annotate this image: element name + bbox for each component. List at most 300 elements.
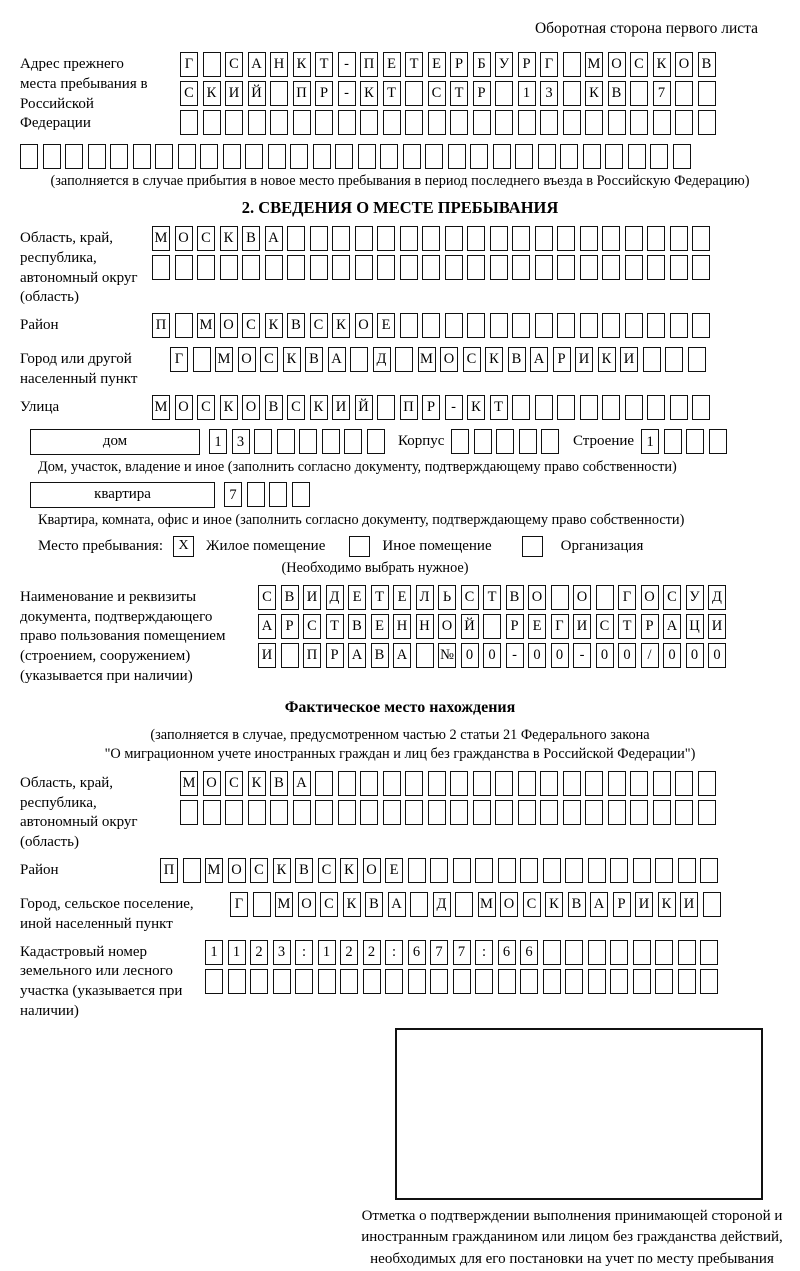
char-cell[interactable]: Й [248, 81, 266, 106]
char-cell[interactable]: К [467, 395, 485, 420]
char-cell[interactable] [692, 255, 710, 280]
char-cell[interactable]: Р [518, 52, 536, 77]
char-cell[interactable]: 3 [273, 940, 291, 965]
char-cell[interactable]: Т [326, 614, 344, 639]
char-cell[interactable] [700, 969, 718, 994]
char-cell[interactable] [248, 800, 266, 825]
char-cell[interactable] [495, 81, 513, 106]
char-cell[interactable]: Е [348, 585, 366, 610]
char-cell[interactable]: А [248, 52, 266, 77]
char-cell[interactable] [175, 313, 193, 338]
char-cell[interactable]: К [585, 81, 603, 106]
char-cell[interactable]: - [573, 643, 591, 668]
char-cell[interactable] [700, 940, 718, 965]
char-cell[interactable]: О [175, 226, 193, 251]
char-cell[interactable] [535, 226, 553, 251]
char-cell[interactable] [520, 858, 538, 883]
char-cell[interactable]: Е [428, 52, 446, 77]
char-cell[interactable] [512, 313, 530, 338]
char-cell[interactable]: С [260, 347, 278, 372]
char-cell[interactable] [225, 800, 243, 825]
char-cell[interactable]: Д [708, 585, 726, 610]
char-cell[interactable]: Т [483, 585, 501, 610]
char-cell[interactable]: О [298, 892, 316, 917]
char-cell[interactable]: Г [618, 585, 636, 610]
char-cell[interactable] [692, 313, 710, 338]
char-cell[interactable] [675, 771, 693, 796]
char-cell[interactable]: К [310, 395, 328, 420]
char-cell[interactable]: С [461, 585, 479, 610]
char-cell[interactable] [428, 110, 446, 135]
char-cell[interactable] [515, 144, 533, 169]
char-cell[interactable] [490, 255, 508, 280]
char-cell[interactable] [519, 429, 537, 454]
char-cell[interactable]: / [641, 643, 659, 668]
char-cell[interactable]: К [653, 52, 671, 77]
char-cell[interactable] [200, 144, 218, 169]
char-cell[interactable]: 6 [520, 940, 538, 965]
char-cell[interactable]: 0 [663, 643, 681, 668]
char-cell[interactable] [445, 255, 463, 280]
char-cell[interactable]: А [388, 892, 406, 917]
char-cell[interactable] [203, 800, 221, 825]
char-cell[interactable]: 1 [641, 429, 659, 454]
char-cell[interactable] [608, 110, 626, 135]
char-cell[interactable] [518, 800, 536, 825]
char-cell[interactable] [565, 969, 583, 994]
char-cell[interactable] [425, 144, 443, 169]
char-cell[interactable] [400, 226, 418, 251]
char-cell[interactable]: О [242, 395, 260, 420]
char-cell[interactable]: В [295, 858, 313, 883]
char-cell[interactable] [383, 771, 401, 796]
char-cell[interactable]: К [220, 395, 238, 420]
char-cell[interactable]: В [365, 892, 383, 917]
char-cell[interactable] [596, 585, 614, 610]
char-cell[interactable]: 7 [453, 940, 471, 965]
char-cell[interactable]: И [225, 81, 243, 106]
char-cell[interactable] [340, 969, 358, 994]
char-cell[interactable] [180, 110, 198, 135]
char-cell[interactable]: Т [315, 52, 333, 77]
char-cell[interactable]: С [180, 81, 198, 106]
char-cell[interactable] [653, 800, 671, 825]
char-cell[interactable] [254, 429, 272, 454]
char-cell[interactable] [518, 110, 536, 135]
char-cell[interactable] [467, 255, 485, 280]
char-cell[interactable]: О [363, 858, 381, 883]
char-cell[interactable]: А [348, 643, 366, 668]
char-cell[interactable] [563, 81, 581, 106]
char-cell[interactable]: С [523, 892, 541, 917]
char-cell[interactable] [703, 892, 721, 917]
char-cell[interactable] [647, 226, 665, 251]
char-cell[interactable] [630, 110, 648, 135]
char-cell[interactable]: П [152, 313, 170, 338]
char-cell[interactable]: 0 [596, 643, 614, 668]
char-cell[interactable] [580, 226, 598, 251]
char-cell[interactable]: Т [383, 81, 401, 106]
char-cell[interactable] [535, 255, 553, 280]
char-cell[interactable]: М [205, 858, 223, 883]
char-cell[interactable]: И [573, 614, 591, 639]
char-cell[interactable] [110, 144, 128, 169]
char-cell[interactable]: М [275, 892, 293, 917]
char-cell[interactable] [473, 110, 491, 135]
char-cell[interactable] [543, 858, 561, 883]
char-cell[interactable]: А [393, 643, 411, 668]
char-cell[interactable] [470, 144, 488, 169]
char-cell[interactable] [408, 969, 426, 994]
char-cell[interactable] [453, 969, 471, 994]
char-cell[interactable]: И [680, 892, 698, 917]
char-cell[interactable] [310, 226, 328, 251]
char-cell[interactable] [383, 800, 401, 825]
char-cell[interactable] [647, 255, 665, 280]
char-cell[interactable]: К [340, 858, 358, 883]
char-cell[interactable] [563, 800, 581, 825]
char-cell[interactable] [377, 226, 395, 251]
char-cell[interactable]: 3 [540, 81, 558, 106]
char-cell[interactable] [467, 226, 485, 251]
char-cell[interactable] [270, 800, 288, 825]
char-cell[interactable] [625, 226, 643, 251]
char-cell[interactable] [315, 800, 333, 825]
char-cell[interactable] [625, 313, 643, 338]
char-cell[interactable] [557, 226, 575, 251]
char-cell[interactable] [250, 969, 268, 994]
char-cell[interactable]: О [355, 313, 373, 338]
char-cell[interactable] [535, 395, 553, 420]
char-cell[interactable] [360, 800, 378, 825]
char-cell[interactable]: Ц [686, 614, 704, 639]
char-cell[interactable]: П [400, 395, 418, 420]
char-cell[interactable] [493, 144, 511, 169]
char-cell[interactable] [678, 969, 696, 994]
char-cell[interactable]: 3 [232, 429, 250, 454]
char-cell[interactable] [512, 255, 530, 280]
char-cell[interactable]: С [463, 347, 481, 372]
char-cell[interactable] [310, 255, 328, 280]
char-cell[interactable] [483, 614, 501, 639]
char-cell[interactable] [692, 226, 710, 251]
char-cell[interactable]: С [242, 313, 260, 338]
char-cell[interactable]: А [590, 892, 608, 917]
char-cell[interactable] [473, 800, 491, 825]
char-cell[interactable]: О [238, 347, 256, 372]
char-cell[interactable] [602, 226, 620, 251]
char-cell[interactable] [475, 858, 493, 883]
char-cell[interactable] [155, 144, 173, 169]
char-cell[interactable] [405, 81, 423, 106]
char-cell[interactable]: Н [393, 614, 411, 639]
char-cell[interactable] [400, 255, 418, 280]
char-cell[interactable] [496, 429, 514, 454]
char-cell[interactable] [203, 52, 221, 77]
char-cell[interactable] [335, 144, 353, 169]
char-cell[interactable]: О [500, 892, 518, 917]
char-cell[interactable]: Т [405, 52, 423, 77]
char-cell[interactable] [709, 429, 727, 454]
char-cell[interactable] [557, 395, 575, 420]
char-cell[interactable] [220, 255, 238, 280]
char-cell[interactable] [540, 800, 558, 825]
char-cell[interactable] [152, 255, 170, 280]
char-cell[interactable]: 1 [518, 81, 536, 106]
checkbox-zhiloe-pomeshchenie[interactable]: X [173, 536, 194, 557]
char-cell[interactable] [585, 800, 603, 825]
char-cell[interactable]: К [545, 892, 563, 917]
char-cell[interactable] [400, 313, 418, 338]
char-cell[interactable] [408, 858, 426, 883]
char-cell[interactable]: В [568, 892, 586, 917]
char-cell[interactable] [287, 226, 305, 251]
char-cell[interactable]: М [180, 771, 198, 796]
char-cell[interactable] [643, 347, 661, 372]
char-cell[interactable] [588, 940, 606, 965]
char-cell[interactable]: В [506, 585, 524, 610]
char-cell[interactable]: 1 [209, 429, 227, 454]
char-cell[interactable] [541, 429, 559, 454]
char-cell[interactable] [65, 144, 83, 169]
char-cell[interactable] [495, 800, 513, 825]
char-cell[interactable]: - [338, 81, 356, 106]
char-cell[interactable]: И [258, 643, 276, 668]
char-cell[interactable]: С [225, 771, 243, 796]
char-cell[interactable] [355, 226, 373, 251]
char-cell[interactable]: П [303, 643, 321, 668]
char-cell[interactable]: Р [553, 347, 571, 372]
char-cell[interactable]: А [258, 614, 276, 639]
char-cell[interactable] [450, 800, 468, 825]
char-cell[interactable] [692, 395, 710, 420]
char-cell[interactable] [338, 800, 356, 825]
char-cell[interactable] [178, 144, 196, 169]
char-cell[interactable]: М [478, 892, 496, 917]
char-cell[interactable]: С [630, 52, 648, 77]
char-cell[interactable]: О [573, 585, 591, 610]
char-cell[interactable] [675, 110, 693, 135]
char-cell[interactable]: Т [490, 395, 508, 420]
char-cell[interactable]: 1 [228, 940, 246, 965]
char-cell[interactable] [628, 144, 646, 169]
char-cell[interactable]: Й [355, 395, 373, 420]
char-cell[interactable]: 2 [250, 940, 268, 965]
char-cell[interactable] [133, 144, 151, 169]
char-cell[interactable] [430, 858, 448, 883]
char-cell[interactable] [675, 81, 693, 106]
char-cell[interactable]: № [438, 643, 456, 668]
char-cell[interactable] [293, 110, 311, 135]
char-cell[interactable]: П [360, 52, 378, 77]
char-cell[interactable] [678, 940, 696, 965]
char-cell[interactable] [630, 771, 648, 796]
char-cell[interactable]: М [585, 52, 603, 77]
char-cell[interactable]: И [303, 585, 321, 610]
char-cell[interactable] [630, 81, 648, 106]
char-cell[interactable] [322, 429, 340, 454]
char-cell[interactable] [580, 395, 598, 420]
char-cell[interactable] [416, 643, 434, 668]
char-cell[interactable] [455, 892, 473, 917]
char-cell[interactable] [700, 858, 718, 883]
char-cell[interactable]: Р [315, 81, 333, 106]
char-cell[interactable] [688, 347, 706, 372]
char-cell[interactable] [563, 110, 581, 135]
char-cell[interactable] [405, 771, 423, 796]
char-cell[interactable] [344, 429, 362, 454]
char-cell[interactable] [512, 395, 530, 420]
char-cell[interactable] [350, 347, 368, 372]
char-cell[interactable]: С [318, 858, 336, 883]
char-cell[interactable]: О [528, 585, 546, 610]
char-cell[interactable] [588, 969, 606, 994]
char-cell[interactable]: Й [461, 614, 479, 639]
char-cell[interactable]: С [258, 585, 276, 610]
char-cell[interactable] [281, 643, 299, 668]
char-cell[interactable]: В [371, 643, 389, 668]
char-cell[interactable]: С [197, 226, 215, 251]
char-cell[interactable]: К [220, 226, 238, 251]
char-cell[interactable]: А [265, 226, 283, 251]
char-cell[interactable]: Д [326, 585, 344, 610]
char-cell[interactable] [543, 969, 561, 994]
char-cell[interactable]: И [635, 892, 653, 917]
char-cell[interactable] [495, 110, 513, 135]
char-cell[interactable] [625, 255, 643, 280]
char-cell[interactable] [565, 858, 583, 883]
char-cell[interactable] [540, 110, 558, 135]
char-cell[interactable] [698, 771, 716, 796]
char-cell[interactable] [242, 255, 260, 280]
char-cell[interactable]: С [225, 52, 243, 77]
char-cell[interactable]: В [265, 395, 283, 420]
char-cell[interactable] [292, 482, 310, 507]
char-cell[interactable] [450, 110, 468, 135]
char-cell[interactable] [363, 969, 381, 994]
char-cell[interactable] [474, 429, 492, 454]
char-cell[interactable] [653, 110, 671, 135]
char-cell[interactable] [422, 255, 440, 280]
char-cell[interactable] [358, 144, 376, 169]
char-cell[interactable]: Г [180, 52, 198, 77]
char-cell[interactable] [223, 144, 241, 169]
char-cell[interactable] [88, 144, 106, 169]
char-cell[interactable] [498, 858, 516, 883]
char-cell[interactable]: Г [551, 614, 569, 639]
char-cell[interactable]: Р [641, 614, 659, 639]
char-cell[interactable] [585, 771, 603, 796]
char-cell[interactable] [633, 940, 651, 965]
char-cell[interactable]: 0 [686, 643, 704, 668]
char-cell[interactable] [290, 144, 308, 169]
char-cell[interactable] [225, 110, 243, 135]
char-cell[interactable] [277, 429, 295, 454]
char-cell[interactable]: 2 [340, 940, 358, 965]
char-cell[interactable] [295, 969, 313, 994]
char-cell[interactable]: В [305, 347, 323, 372]
char-cell[interactable] [203, 110, 221, 135]
char-cell[interactable]: : [295, 940, 313, 965]
char-cell[interactable] [448, 144, 466, 169]
char-cell[interactable]: С [663, 585, 681, 610]
char-cell[interactable]: Т [371, 585, 389, 610]
char-cell[interactable]: Ь [438, 585, 456, 610]
char-cell[interactable] [430, 969, 448, 994]
char-cell[interactable] [265, 255, 283, 280]
char-cell[interactable] [670, 395, 688, 420]
char-cell[interactable]: 6 [498, 940, 516, 965]
char-cell[interactable] [405, 800, 423, 825]
char-cell[interactable] [43, 144, 61, 169]
char-cell[interactable]: К [248, 771, 266, 796]
char-cell[interactable]: К [283, 347, 301, 372]
char-cell[interactable] [197, 255, 215, 280]
char-cell[interactable]: С [287, 395, 305, 420]
char-cell[interactable] [610, 969, 628, 994]
char-cell[interactable] [557, 255, 575, 280]
char-cell[interactable] [428, 800, 446, 825]
char-cell[interactable] [630, 800, 648, 825]
char-cell[interactable]: И [620, 347, 638, 372]
char-cell[interactable] [270, 81, 288, 106]
char-cell[interactable]: В [348, 614, 366, 639]
char-cell[interactable]: О [440, 347, 458, 372]
char-cell[interactable]: В [281, 585, 299, 610]
char-cell[interactable] [678, 858, 696, 883]
char-cell[interactable]: 0 [618, 643, 636, 668]
char-cell[interactable]: - [445, 395, 463, 420]
char-cell[interactable] [183, 858, 201, 883]
char-cell[interactable] [520, 969, 538, 994]
char-cell[interactable] [675, 800, 693, 825]
char-cell[interactable] [686, 429, 704, 454]
char-cell[interactable] [445, 226, 463, 251]
char-cell[interactable]: Е [385, 858, 403, 883]
char-cell[interactable]: М [215, 347, 233, 372]
char-cell[interactable] [698, 800, 716, 825]
char-cell[interactable]: Е [528, 614, 546, 639]
char-cell[interactable] [653, 771, 671, 796]
char-cell[interactable] [557, 313, 575, 338]
char-cell[interactable] [385, 969, 403, 994]
char-cell[interactable] [205, 969, 223, 994]
char-cell[interactable] [428, 771, 446, 796]
char-cell[interactable]: К [203, 81, 221, 106]
char-cell[interactable]: 0 [483, 643, 501, 668]
char-cell[interactable]: Т [618, 614, 636, 639]
checkbox-inoe-pomeshchenie[interactable] [349, 536, 370, 557]
char-cell[interactable] [498, 969, 516, 994]
char-cell[interactable]: А [328, 347, 346, 372]
char-cell[interactable]: С [596, 614, 614, 639]
char-cell[interactable] [383, 110, 401, 135]
char-cell[interactable]: О [675, 52, 693, 77]
char-cell[interactable] [563, 771, 581, 796]
char-cell[interactable] [538, 144, 556, 169]
char-cell[interactable]: 7 [224, 482, 242, 507]
char-cell[interactable] [247, 482, 265, 507]
char-cell[interactable]: М [418, 347, 436, 372]
char-cell[interactable]: 0 [708, 643, 726, 668]
char-cell[interactable]: О [228, 858, 246, 883]
char-cell[interactable] [580, 255, 598, 280]
char-cell[interactable]: Р [422, 395, 440, 420]
char-cell[interactable]: М [152, 395, 170, 420]
char-cell[interactable] [588, 858, 606, 883]
char-cell[interactable] [253, 892, 271, 917]
char-cell[interactable] [315, 771, 333, 796]
